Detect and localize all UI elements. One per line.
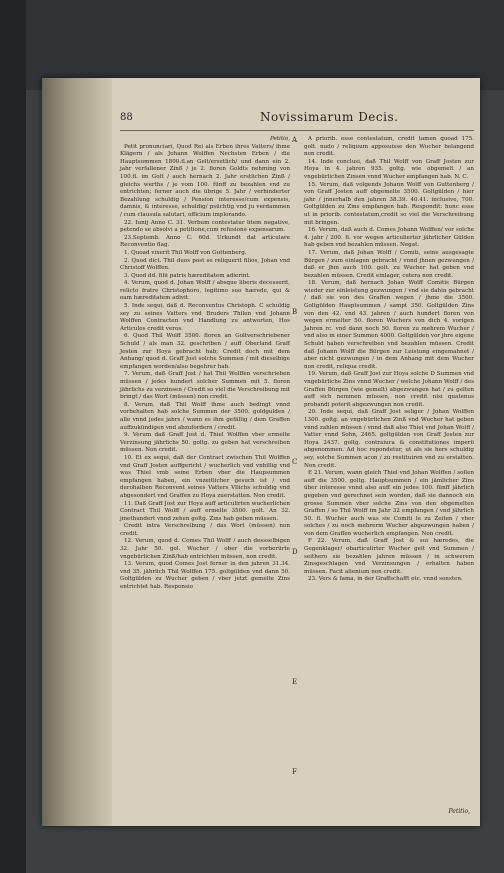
paragraph: 22. Iunij Anno C. 31. Verbum contestatur litem negative, petendo se absolvi a petitione,cum refusione expensarum.: [120, 219, 290, 234]
paragraph: 2. Quod dict. Thil duos post se reliquerit filios, Johan vnd Christoff Wolffen.: [120, 257, 290, 272]
paragraph: 13. Verum, quod Comes Jost ferner in den jahren 31.34. vnd 35. jährlich Thil Wolffen 175. goltgülden vnd dann 50. Goltgülden zu Wucher geben / vber jetzt gemelte Zins entrichtet hab. Responsio: [120, 561, 290, 591]
page-number: 88: [120, 112, 133, 123]
margin-letter: F: [292, 768, 297, 776]
paragraph: 5. Inde sequi, daß d. Reconventus Christoph. C schuldig sey zu seines Vatters vnd Bruders Thilen vnd Johann Wolffen Contracten vnd Handlung zu antworten, Hos Articulos credit veros.: [120, 303, 290, 332]
scanner-background: [0, 0, 504, 90]
paragraph: 7. Verum, daß Graff Jost / hat Thil Wolffen verschrieben müssen / jedes hundert solcher Summen mit 5. floren jährlichs zu verzinsen / Credit so viel die Verschreibung mit bringt / das Wort (müssen) non credit.: [120, 371, 290, 401]
paragraph: 14. Inde conclusi, daß Thil Wolff von Graff Josten zur Hoya in 4. jahren 935. goltg. wie obgemelt / an vngebürlichen Zinsen vnnd Wucher empfangen hab. N. C.: [304, 158, 474, 180]
catchword: Petitio,: [448, 808, 470, 815]
book-page: [42, 78, 480, 826]
running-title: Novissimarum Decis.: [260, 110, 399, 124]
paragraph: 10. Et ex sequi, daß der Contract zwischen Thil Wolffen vnd Graff Josten auffgericht / wucherlich vnd vnbillig vnd was Thiel vmb seine Erben vber die Haupsummen empfangen haben, ein vnzeitlicher gesuch ist / vnd derohalben Reconvent seines Vatters Vllichs schuldig vnd abgesondert vnd Graffen zu Hoya zuerstatten. Non credit.: [120, 454, 290, 499]
margin-letter: A: [292, 136, 298, 144]
paragraph: 18. Verum, daß hernach Johan Wolff Comitis Bürgen wieder zur einleistung gezwungen / vnd sie dahin gebracht / daß sie von des Graffen wegen / jhme die 3500. Goltgülden Hauptsummen / sampt 350. Goltgülden Zins von den 42. vnd 43. jahren / auch hundert floren von wegen ermelter 50. floren Wuchers von dich 4. vorigen Jahren rc. vnd dann noch 50. floren zu mehrem Wucher / vnd also in einer Summen 4000. Goltgülden vor jhre eigene Schuld haben verschreiben vnd bezahlen müssen. Credit daß Johann Wolff die Bürgen zur Leistung eingemahnet / aber nicht gezwungen / in dem Anhang mit dem Wucher non credit, reliqua credit.: [304, 280, 474, 370]
paragraph: 23. Vers & fama, in der Graffschafft etc. vnnd sonsten.: [308, 576, 463, 583]
paragraph: 9. Verum daß Graff Jost d. Thiel Wolffen vber ermelte Verzinsung jährlichs 50. goltg. zu geben hat verschreiben müssen. Non credit.: [120, 432, 290, 454]
paragraph: 17. Verum, daß Johan Wolff / Comiti, seine ausgesagte Bürgen / zum einlagen gebracht / vnnd jhnen gezwungen / daß er jhm auch 100. golt. zu Wucher hat geben vnd bezahlen müssen. Credit einlager, cetera non credit.: [304, 249, 474, 279]
scanner-edge: [0, 0, 26, 873]
margin-letter: B: [292, 308, 298, 316]
paragraph: Petitio,: [269, 136, 290, 142]
paragraph: 20. Inde sequi, daß Graff Jost seliger / Johan Wolffen 1300. goltg. an vngebürlichen Zinß vnd Wucher hat geben vnnd zahlen müssen / vnnd daß also Thiel vnd Johan Wolff / Vatter vnnd Sohn, 2465. goltgülden von Graff Josten zur Hoya 2437. goltg. contraiura & constitutiones imperii abgenommen. Ad hoc repondetur, ut als sie hers schuldig sey, solche Summen acon / zu restituiren vnd zu erstatten. Non credit.: [304, 409, 474, 469]
margin-letter: C: [292, 458, 298, 466]
right-text-column: [304, 136, 474, 584]
paragraph: 15. Verum, daß volgends Johann Wolff von Guttenberg / von Graff Josten auff obgemelte 3500. Goltgülden / hier jahr / jnnerhalb den jahren 38.39. 40.41. inclusive, 700. Goltgülden zu Zins empfangen hab. Respondit: hunc esse ut in priorib. contestatum,credit so viel die Verschreibung mit bringen.: [304, 181, 474, 226]
paragraph: Petit pronunciari, Quod Rei als Erben ihres Vatters/ ihme Klägern / als Johann Wolffen Nechsten Erben / die Hauptsummen 1800.fl.an Gelt/ersetlich/ und dann ein 2. jahr verfallener Zinß / je 2. floren Goldts nehming von 100.fl. im Golt / auch hernach 2. Jahr erstlichen Zinß / gleichs werths / je vom 100. fünff zu bezahlen vnd zu entrichten; ferner auch die übrige 5. Jahr / verhinderter Bezahlung schuldig / Pension interesse/cum expensis, damnis, & interesse, schuldig/ psüchtig vnd ju verdammen / cum clausula salutari, officium implorando.: [120, 143, 290, 218]
paragraph: 8. Verum, daß Thil Wolff ihme auch bedingt vnnd vorbehalten hab solche Summen der 3500. goldgulden / alle vnnd jedes jahrs / wann es ihm gefällig / dem Graffen auffzukündigen vnd abzufordern / credit.: [120, 401, 290, 431]
paragraph: 11. Daß Graff Jost zur Hoya auff articulirten wucherlichen Contract Thil Wolff / auff ermelte 3500. golt. An 32. jmethundert vnnd zehen goltg. Zins hab geben müssen.: [120, 500, 290, 522]
paragraph: 23.Septemb. Anno C. 60d. Urkundt dat articulare Reconventio flag.: [120, 234, 290, 249]
paragraph: 1. Quoad vixerit Thil Wolff von Guttenberg.: [124, 249, 247, 256]
left-text-column: [120, 136, 290, 592]
paragraph: 19. Verum, daß Graff Jost zur Hoya solche D Summen vnd vngebürliche Zins vnnd Wucher / welche Johann Wolff / des Graffen Bürgen (wie gemelt) abgezwungen hat / zu gelten auff sich nemmen müssen, non credit nisi quatenus probandi poterit abgezwungen non credit.: [304, 371, 474, 408]
paragraph: Credit intra Verschreibung / das Wort (müssen) non credit.: [120, 523, 290, 537]
paragraph: 6. Quod Thil Wolff 3500. floren an Goltverschriebener Schuld / als man 32. geschriben / auff Oberland Graff Josten zur Hoya gebracht hab; Credit doch mit dem Anhang/ quod d. Graff Jost solche Summen / mit dieselbige empfangen worden/also begehrer hab.: [120, 333, 290, 370]
paragraph: A priorib. esse contestatum, credit tamen quoad 175. golt. nudo / reliquum apposuisse den Wucher belangend non credit.: [304, 136, 474, 158]
margin-letter: E: [292, 678, 298, 686]
page-header: [120, 112, 474, 131]
paragraph: E 21. Verum, wann gleich Thiel vnd Johan Wolffen / sollen auff die 3500. goltg. Hauptsummen / ein jämlicher Zins über interesse vnnd also auff ein jedes 100. fünff jährlich gegeben vnd gerechnet sein worden, daß sie dannoch ein grosse Summen vber solche Zins von den obgemelten Graffen / so Thil Wolff im Jahr 32 empfangen / vnd jährlich 50. fl. Wucher auch was sie Comiti le zu Zeiten / vber solches / zu noch mehrerm Wucher abgezwungen haben / von dem Graffen wucherlich empfangen. Non credit.: [304, 470, 474, 537]
paragraph: 4. Verum, quod d. Johan Wolff / absque liberis decesserit, relicto fratre Christophoro, legitimo suo hærede, qui & eam hæreditatem adivit.: [120, 280, 290, 302]
paragraph: 3. Quod dd. filii patris hæreditatem adierint.: [124, 272, 251, 279]
paragraph: 16. Verum, daß auch d. Comes Johann Wolffen/ vor solche 4. jahr / 200. fl. vor wegen articulierter jährlicher Gülden hab geben vnd bezahlen müssen. Negat.: [304, 227, 474, 249]
page-binding-shadow: [42, 78, 112, 826]
paragraph: 12. Verum, quod d. Comes Thil Wolff / auch dessselbigen 32. Jahr 50. gol. Wucher / ober die vorberürte vngebürlichen Zinß/hab entrichten müssen, non credit.: [120, 538, 290, 560]
margin-letter: D: [292, 548, 298, 556]
paragraph: F 22. Verum, daß Graff Jost & sui hæredes, die Gegenklager/ obarticulirter Wucher gelt vnd Summen / seithero sie bezahlen jahren müssen / in schwerem Zinsgeschlagen vnd Verzinsungen / erhalten haben müssen. Facit alienium non credit.: [304, 538, 474, 575]
